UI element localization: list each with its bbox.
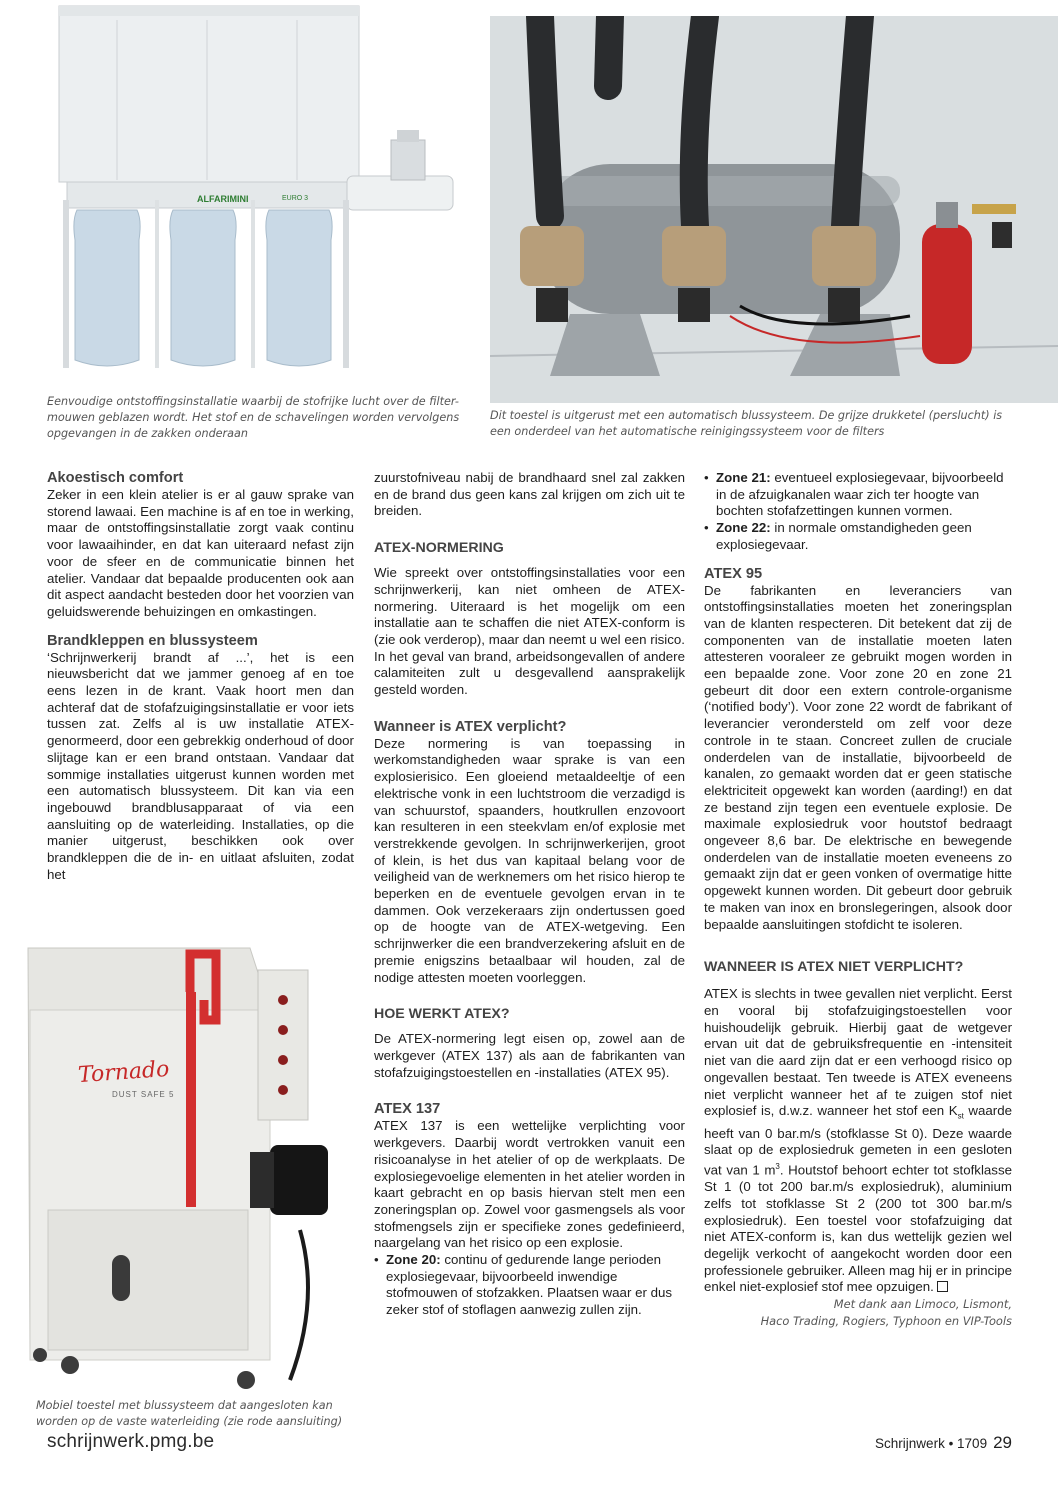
- heading-wanneer-verplicht: Wanneer is ATEX verplicht?: [374, 718, 567, 735]
- machine-brand-label: ALFARIMINI: [197, 194, 249, 204]
- heading-atex-normering: ATEX-NORMERING: [374, 540, 504, 557]
- caption-top-left: Eenvoudige ontstoffingsinstallatie waarbij de stofrijke lucht over de filter-mouwen geblazen wordt. Het stof en de schavelingen worden vervolgens opgevangen in de zakken onderaan: [47, 395, 460, 440]
- tornado-model-label: DUST SAFE 5: [112, 1090, 175, 1099]
- machine-model-label: EURO 3: [282, 195, 309, 202]
- paragraph-brandkleppen: ‘Schrijnwerkerij brandt af ...’, het is een nieuwsbericht dat we jammer genoeg af en toe eens lezen in de krant. Vaak hoort men dan achteraf dat de stofafzuigingsinstallatie er voor iets tussen zat. Zelfs al is uw installatie ATEX-genormeerd, door een gebrekkig onderhoud of door slijtage kan er een brand ontstaan. Vandaar dat sommige installaties uitgerust kunnen worden met een automatisch blussysteem. Dit kan via een ingebouwd brandblusapparaat of via een aansluiting op de waterleiding. Installaties, op die manier uitgerust, beschikken ook over brandkleppen die de in- en uitlaat afsluiten, zodat het: [47, 649, 354, 882]
- caption-top-right: Dit toestel is uitgerust met een automatisch blussysteem. De grijze drukketel (perslucht) is een onderdeel van het automatische reinigingssysteem voor de filters: [490, 409, 1003, 438]
- heading-hoe-werkt-atex: HOE WERKT ATEX?: [374, 1006, 510, 1023]
- zone-22-label: Zone 22:: [716, 520, 771, 536]
- column-1: [47, 470, 354, 883]
- zone-22-text: in normale omstandigheden geen explosiegevaar.: [716, 520, 972, 552]
- zone-20-label: Zone 20:: [386, 1252, 441, 1268]
- zone-21-text: eventueel explosiegevaar, bijvoorbeeld in de afzuigkanalen waar zich ter hoogte van bochten stofafzettingen kunnen vormen.: [716, 470, 1004, 519]
- end-mark-icon: [937, 1281, 948, 1292]
- page-number: 29: [993, 1433, 1012, 1452]
- column-2: [374, 470, 685, 1319]
- list-item-zone-21: [704, 470, 1012, 520]
- heading-akoestisch-comfort: Akoestisch comfort: [47, 470, 184, 486]
- credit-line-1: Met dank aan Limoco, Lismont,: [833, 1297, 1012, 1312]
- zone-20-text: continu of gedurende lange perioden explosiegevaar, bijvoorbeeld inwendige stofmouwen of stofzakken. Plaatsen waar er dus zeker stof of stoflagen aanwezig zullen zijn.: [386, 1252, 673, 1318]
- paragraph-continued: zuurstofniveau nabij de brandhaard snel zal zakken en de brand dus geen kans zal krijgen om zich uit te breiden.: [374, 470, 685, 519]
- heading-niet-verplicht: WANNEER IS ATEX NIET VERPLICHT?: [704, 959, 964, 976]
- heading-atex-95: ATEX 95: [704, 565, 763, 582]
- paragraph-atex-95: De fabrikanten en leveranciers van ontstoffingsinstallaties moeten het zoneringsplan van de klanten respecteren. Dit betekent dat zij de componenten van de installatie moeten laten attesteren vooraleer ze gebruikt mogen worden in een bepaalde zone. Voor zone 20 en zone 21 gebeurt dit door een extern controle-organisme (‘notified body’). Voor zone 22 wordt de fabrikant of leverancier verondersteld om zelf voor deze controle in te staan. Concreet zullen de cruciale onderdelen van de installatie, bijvoorbeeld de kanalen, zo gemaakt worden dat er geen statische elektriciteit opgewekt kan worden (aarding!) en dat ze bestand zijn tegen een eventuele explosie. De maximale explosiedruk voor houtstof bedraagt ongeveer 8,6 bar. De elektrische en bewegende onderdelen van de installatie moeten eveneens zo gemaakt zijn dat er geen vonken of overmatige hitte opgewekt kunnen worden. Dit gebeurt door gebruik te maken van inox en bronslegeringen, alsook door bepaalde aansluitingen stofdicht te isoleren.: [704, 582, 1012, 932]
- paragraph-hoe-werkt-atex: De ATEX-normering legt eisen op, zowel aan de werkgever (ATEX 137) als aan de fabrikanten van stofafzuigingstoestellen en -installaties (ATEX 95).: [374, 1031, 685, 1080]
- paragraph-niet-verplicht: ATEX is slechts in twee gevallen niet verplicht. Eerst en vooral bij stofafzuigingstoestellen voor huishoudelijk gebruik. Hierbij gaat de wetgever ervan uit dat de gebruiksfrequentie en -intensiteit niet van die aard zijn dat er een verhoogd risico op ongevallen bestaat. Ten tweede is ATEX eveneens niet verplicht wanneer het af te zuigen stof niet explosief is, d.w.z. wanneer het stof een $K_{st}$ waarde heeft van 0 bar.m/s (stofklasse St 0). Deze waarde slaat op de explosiedruk gemeten in een gesloten vat van 1 $m^3$. Houtstof behoort echter tot stofklasse St 1 (0 tot 200 bar.m/s explosiedruk), aluminium zelfs tot stofklasse St 2 (200 tot 300 bar.m/s explosiedruk). Een toestel voor stofafzuiging dat niet ATEX-conform is, kan dus wettelijk gezien wel degelijk verkocht of aangekocht worden door een professionele gebruiker. Alleen mag hij er in principe enkel niet-explosief stof mee opzuigen.: [704, 986, 1013, 1295]
- heading-atex-137: ATEX 137: [374, 1101, 441, 1118]
- footer-magazine: Schrijnwerk • 1709: [875, 1436, 988, 1451]
- credit-line-2: Haco Trading, Rogiers, Typhoon en VIP-Tools: [760, 1314, 1012, 1329]
- list-item-zone-22: [704, 520, 1012, 553]
- heading-brandkleppen: Brandkleppen en blussysteem: [47, 632, 258, 649]
- paragraph-atex-137: ATEX 137 is een wettelijke verplichting voor werkgevers. Daarbij wordt vertrokken vanuit een risicoanalyse in het atelier of op de werkplaats. De explosiegevoelige elementen in het atelier worden in kaart gebracht en op basis hiervan stelt men een zoneringsplan op. Zowel voor gasmengsels als voor stofmengsels zijn er specifieke zones gedefinieerd, naargelang van het risico op een explosie.: [374, 1118, 685, 1251]
- zone-21-label: Zone 21:: [716, 470, 771, 485]
- photo-dust-extractor-bags: [47, 0, 457, 388]
- footer-page-info: [875, 1433, 1012, 1453]
- photo-fire-suppression-system: [490, 16, 1058, 403]
- caption-bottom-left: Mobiel toestel met blussysteem dat aangesloten kan worden op de vaste waterleiding (zie rode aansluiting): [36, 1399, 343, 1428]
- tornado-logo: Tornado: [77, 1056, 171, 1089]
- photo-mobile-dust-extractor: [0, 940, 362, 1395]
- column-3: [704, 470, 1012, 1330]
- paragraph-atex-normering: Wie spreekt over ontstoffingsinstallaties voor een schrijnwerkerij, kan niet omheen de ATEX-normering. Uiteraard is het mogelijk om een installatie aan te schaffen die niet ATEX-conform is (zie ook verderop), maar dan neemt u wel een risico. In het geval van brand, arbeidsongevallen of andere calamiteiten zult u desgevallend aansprakelijk gesteld worden.: [374, 565, 685, 698]
- list-item-zone-20: [374, 1252, 685, 1319]
- paragraph-akoestisch: Zeker in een klein atelier is er al gauw sprake van storend lawaai. Een machine is af en toe in werking, maar de ontstoffingsinstallatie zorgt vaak continu voor lawaaihinder, en dat kan uiteraard nefast zijn voor de sfeer en de communicatie binnen het atelier. Vandaar dat bepaalde producenten ook aan dit aspect aandacht besteden door het voorzien van geluidswerende behuizingen en omkastingen.: [47, 487, 354, 619]
- paragraph-wanneer-verplicht: Deze normering is van toepassing in werkomstandigheden waar sprake is van een explosierisico. Een gloeiend metaaldeeltje of een elektrische vonk in een luchtstroom die verzadigd is van schuurstof, spaanders, houtkrullen enzovoort kan resulteren in een steekvlam en/of explosie met verstrekkende gevolgen. In schrijnwerkerijen, groot of klein, is het dus van kapitaal belang voor de veiligheid van de werknemers om het risico hierop te beperken en de eventuele gevolgen ervan in te dammen. Ook verzekeraars zijn ondertussen goed op de hoogte van de ATEX-wetgeving. Een schrijnwerker die een brandverzekering afsluit en de premie enigszins betaalbaar wil houden, zal de nodige attesten moeten voorleggen.: [374, 735, 685, 985]
- footer-website: schrijnwerk.pmg.be: [47, 1431, 215, 1452]
